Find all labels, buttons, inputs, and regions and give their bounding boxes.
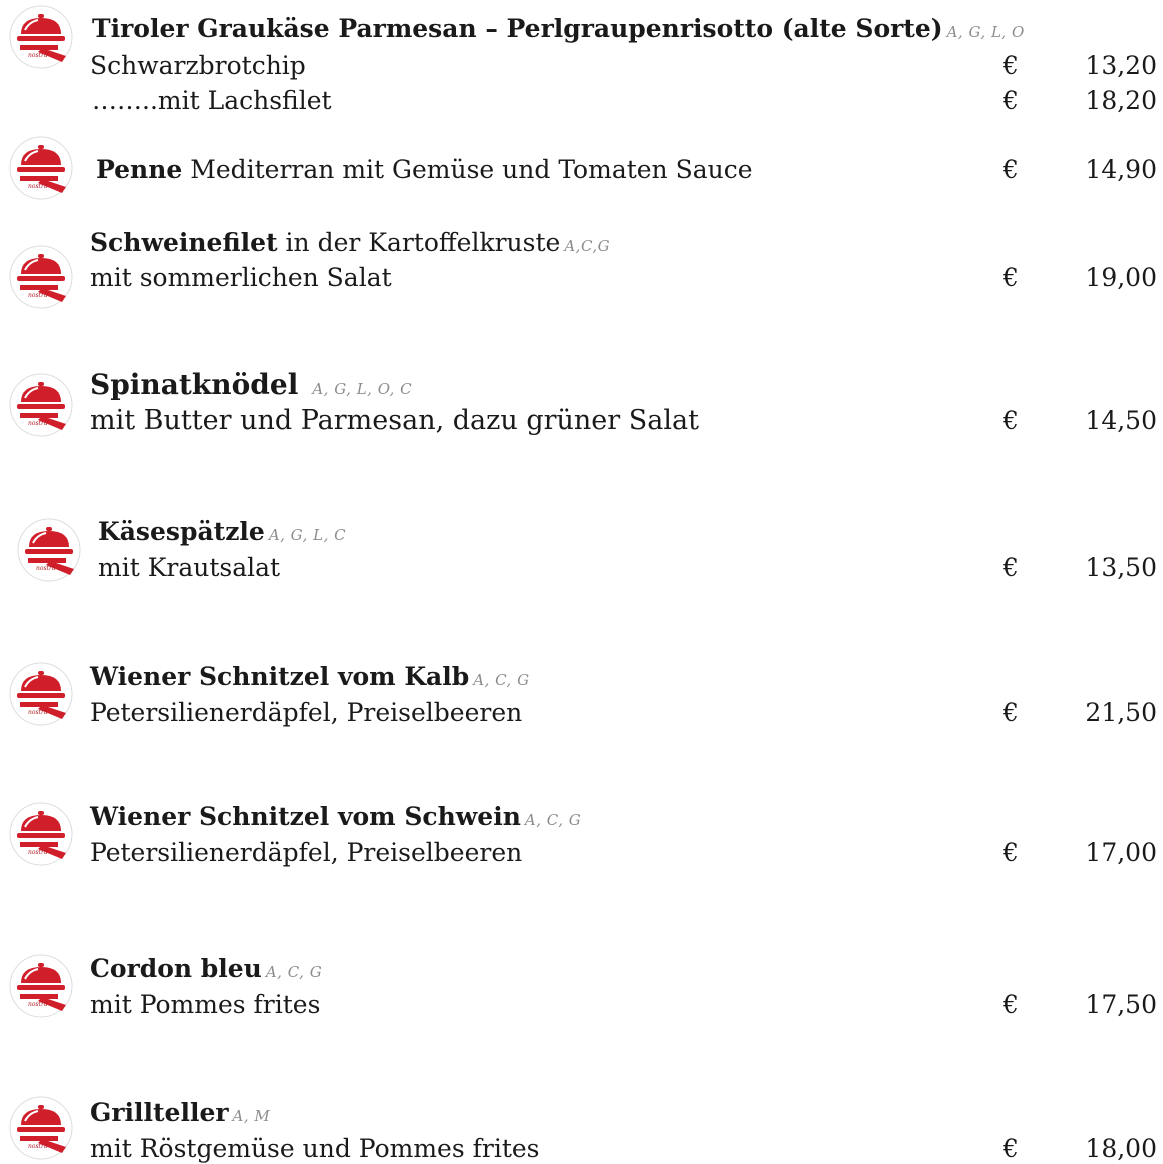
item-name: Wiener Schnitzel vom Schwein (90, 802, 521, 831)
cloche-logo-icon (8, 372, 74, 438)
cloche-logo-icon (16, 517, 82, 583)
item-allergens: A, C, G (524, 811, 582, 829)
item-extra-price: 18,20 (1085, 86, 1157, 115)
currency-symbol: € (1003, 990, 1019, 1019)
item-title (90, 954, 322, 987)
item-name: Penne (96, 155, 183, 184)
item-allergens: A, C, G (265, 963, 323, 981)
cloche-logo-icon (8, 801, 74, 867)
item-description: mit Pommes frites (90, 990, 321, 1019)
currency-symbol: € (1003, 263, 1019, 292)
item-name: Spinatknödel (90, 368, 299, 401)
item-extra-description: ……..mit Lachsfilet (92, 86, 332, 115)
item-price: 21,50 (1085, 698, 1157, 727)
item-title (90, 662, 530, 695)
item-description: mit Krautsalat (98, 553, 281, 582)
item-allergens: A, C, G (473, 671, 530, 689)
cloche-logo-icon (8, 4, 74, 70)
item-title (90, 1098, 270, 1131)
cloche-logo-icon (8, 953, 74, 1019)
cloche-logo-icon (8, 135, 74, 201)
item-price: 13,20 (1085, 51, 1157, 80)
item-description: mit sommerlichen Salat (90, 263, 392, 292)
item-title (90, 802, 581, 835)
item-name: Käsespätzle (98, 517, 265, 546)
cloche-logo-icon (8, 661, 74, 727)
currency-symbol: € (1003, 553, 1019, 582)
currency-symbol: € (1003, 838, 1019, 867)
item-name: Grillteller (90, 1098, 229, 1127)
item-description: Petersilienerdäpfel, Preiselbeeren (90, 838, 523, 867)
item-title (90, 228, 610, 261)
item-name-rest: Mediterran mit Gemüse und Tomaten Sauce (182, 155, 753, 184)
item-name-rest: in der Kartoffelkruste (277, 228, 561, 257)
currency-symbol: € (1003, 1134, 1019, 1163)
item-title (90, 370, 412, 404)
item-allergens: A, G, L, O (946, 23, 1025, 41)
item-name: Wiener Schnitzel vom Kalb (90, 662, 470, 691)
currency-symbol: € (1003, 698, 1019, 727)
item-description: mit Röstgemüse und Pommes frites (90, 1134, 540, 1163)
item-description: Petersilienerdäpfel, Preiselbeeren (90, 698, 523, 727)
item-description: Schwarzbrotchip (90, 51, 306, 80)
currency-symbol: € (1003, 51, 1019, 80)
item-allergens: A,C,G (564, 237, 611, 255)
item-price: 17,50 (1085, 990, 1157, 1019)
item-price: 18,00 (1085, 1134, 1157, 1163)
currency-symbol: € (1003, 155, 1019, 184)
item-name: Schweinefilet (90, 228, 278, 257)
item-allergens: A, M (232, 1107, 271, 1125)
item-title (92, 14, 1025, 47)
item-description: mit Butter und Parmesan, dazu grüner Salat (90, 405, 699, 436)
item-name: Tiroler Graukäse Parmesan – Perlgraupenrisotto (alte Sorte) (92, 14, 943, 43)
item-price: 14,50 (1085, 406, 1157, 435)
cloche-logo-icon (8, 244, 74, 310)
item-price: 19,00 (1085, 263, 1157, 292)
currency-symbol: € (1003, 406, 1019, 435)
cloche-logo-icon (8, 1095, 74, 1161)
item-title (96, 155, 753, 185)
item-price: 14,90 (1085, 155, 1157, 184)
item-allergens: A, G, L, O, C (312, 380, 413, 398)
item-title (98, 517, 346, 550)
item-name: Cordon bleu (90, 954, 262, 983)
item-price: 17,00 (1085, 838, 1157, 867)
item-price: 13,50 (1085, 553, 1157, 582)
item-allergens: A, G, L, C (268, 526, 347, 544)
currency-symbol: € (1003, 86, 1019, 115)
